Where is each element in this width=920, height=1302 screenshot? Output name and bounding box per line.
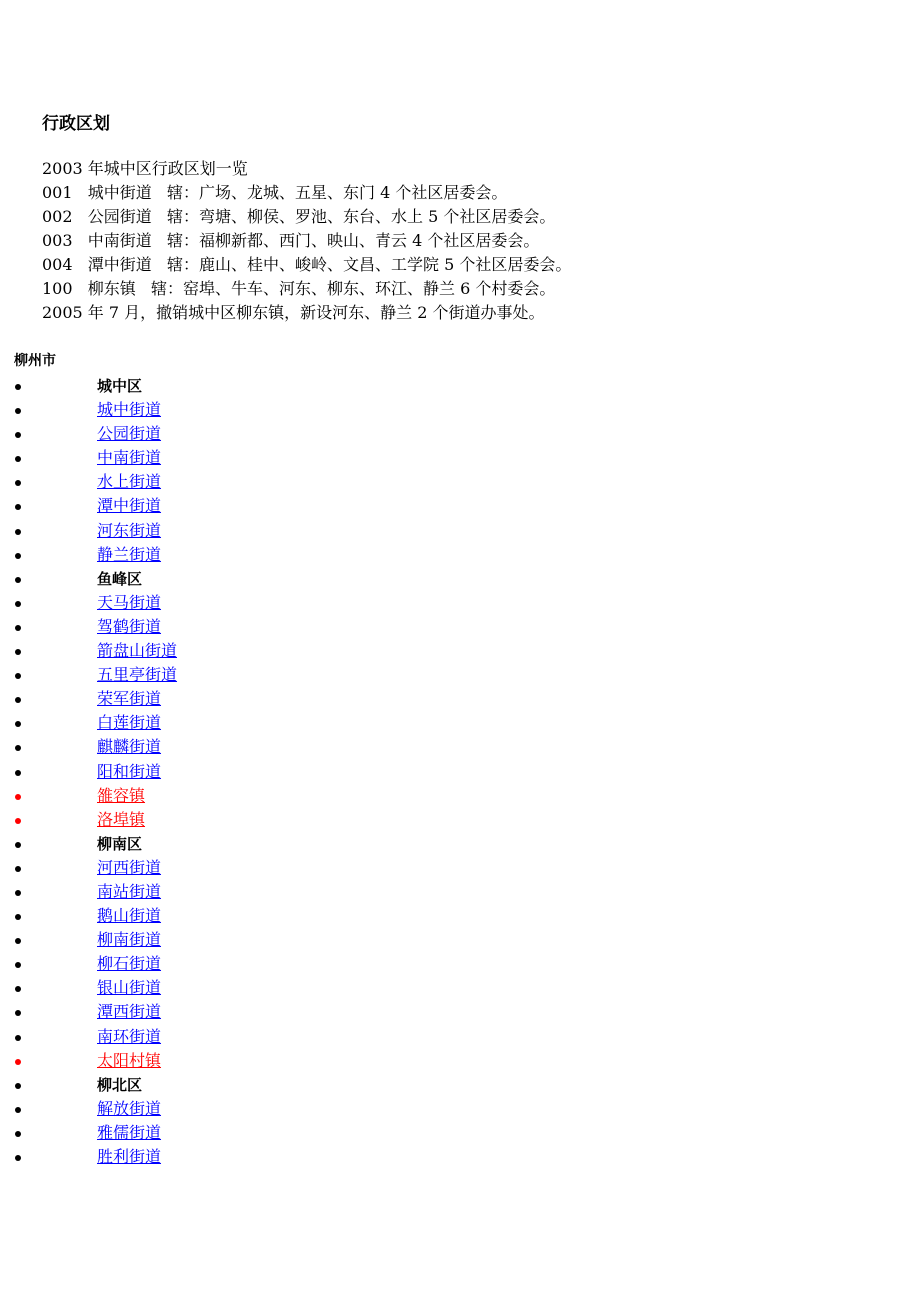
bullet-icon [15,1059,21,1065]
bullet-icon [15,601,21,607]
bullet-icon [15,745,21,751]
district-name: 柳南区 [97,834,143,853]
city-heading: 柳州市 [14,353,56,369]
district-name: 柳北区 [97,1075,143,1094]
bullet-icon [15,553,21,559]
bullet-icon [15,384,21,390]
bullet-icon [15,914,21,920]
page-title: 行政区划 [42,114,110,134]
bullet-icon [15,1083,21,1089]
summary-line: 004 潭中街道 辖：鹿山、桂中、峻岭、文昌、工学院 5 个社区居委会。 [42,255,572,274]
subdistrict-link[interactable]: 中南街道 [97,448,162,468]
bullet-icon [15,986,21,992]
subdistrict-link[interactable]: 柳南街道 [97,930,162,950]
subdistrict-link[interactable]: 鹅山街道 [97,906,162,926]
subdistrict-link[interactable]: 河东街道 [97,520,162,540]
subdistrict-link[interactable]: 解放街道 [97,1098,162,1118]
missing-page-link[interactable]: 洛埠镇 [97,809,146,829]
bullet-icon [15,962,21,968]
bullet-icon [15,577,21,583]
subdistrict-link[interactable]: 公园街道 [97,424,162,444]
subdistrict-link[interactable]: 箭盘山街道 [97,641,178,661]
subdistrict-link[interactable]: 阳和街道 [97,761,162,781]
bullet-icon [15,770,21,776]
bullet-icon [15,408,21,414]
district-name: 城中区 [97,377,143,395]
summary-line: 001 城中街道 辖：广场、龙城、五星、东门 4 个社区居委会。 [42,183,508,202]
subdistrict-link[interactable]: 银山街道 [97,978,162,998]
bullet-icon [15,794,21,800]
bullet-icon [15,721,21,727]
subdistrict-link[interactable]: 南站街道 [97,881,162,901]
summary-heading: 2003 年城中区行政区划一览 [42,159,248,178]
subdistrict-link[interactable]: 水上街道 [97,472,162,492]
subdistrict-link[interactable]: 柳石街道 [97,954,162,974]
subdistrict-link[interactable]: 白莲街道 [97,713,162,733]
missing-page-link[interactable]: 雒容镇 [97,785,146,805]
bullet-icon [15,1035,21,1041]
district-name: 鱼峰区 [97,569,143,588]
bullet-icon [15,842,21,848]
subdistrict-link[interactable]: 河西街道 [97,857,162,877]
bullet-icon [15,1155,21,1161]
subdistrict-link[interactable]: 五里亭街道 [97,665,178,685]
subdistrict-link[interactable]: 荣军街道 [97,689,162,709]
bullet-icon [15,625,21,631]
subdistrict-link[interactable]: 城中街道 [97,400,162,420]
subdistrict-link[interactable]: 麒麟街道 [97,737,162,757]
missing-page-link[interactable]: 太阳村镇 [97,1050,162,1070]
bullet-icon [15,866,21,872]
subdistrict-link[interactable]: 雅儒街道 [97,1122,162,1142]
bullet-icon [15,529,21,535]
subdistrict-link[interactable]: 驾鹤街道 [97,616,162,636]
bullet-icon [15,1131,21,1137]
bullet-icon [15,432,21,438]
division-summary [42,157,571,325]
subdistrict-link[interactable]: 胜利街道 [97,1147,162,1166]
subdistrict-link[interactable]: 潭西街道 [97,1002,162,1022]
bullet-icon [15,480,21,486]
summary-line: 003 中南街道 辖：福柳新都、西门、映山、青云 4 个社区居委会。 [42,231,540,250]
bullet-icon [15,673,21,679]
bullet-icon [15,1010,21,1016]
summary-note: 2005 年 7 月，撤销城中区柳东镇，新设河东、静兰 2 个街道办事处。 [42,303,545,322]
bullet-icon [15,697,21,703]
subdistrict-link[interactable]: 天马街道 [97,592,162,612]
bullet-icon [15,818,21,824]
bullet-icon [15,456,21,462]
summary-line: 100 柳东镇 辖：窑埠、牛车、河东、柳东、环江、静兰 6 个村委会。 [42,279,556,298]
subdistrict-link[interactable]: 潭中街道 [97,496,162,516]
bullet-icon [15,890,21,896]
bullet-icon [15,938,21,944]
summary-line: 002 公园街道 辖：弯塘、柳侯、罗池、东台、水上 5 个社区居委会。 [42,207,556,226]
bullet-icon [15,649,21,655]
bullet-icon [15,504,21,510]
subdistrict-link[interactable]: 静兰街道 [97,544,162,564]
bullet-icon [15,1107,21,1113]
subdistrict-link[interactable]: 南环街道 [97,1026,162,1046]
